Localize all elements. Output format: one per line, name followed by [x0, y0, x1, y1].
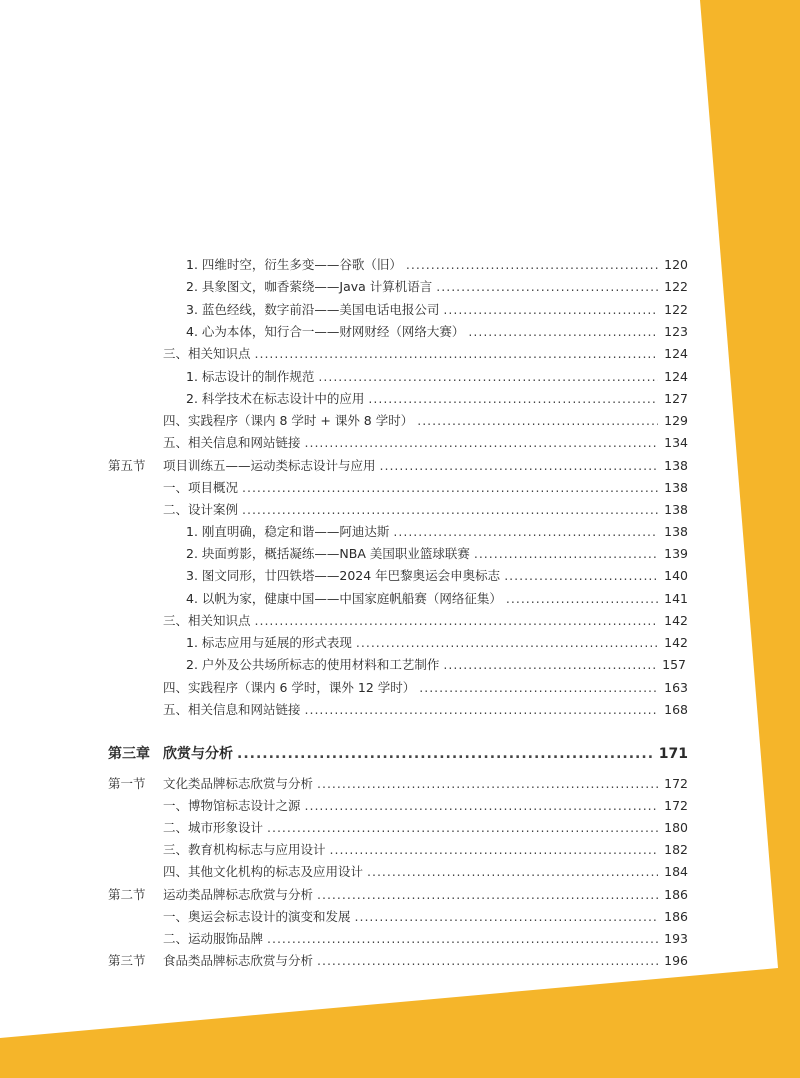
toc-dot-leader	[474, 543, 658, 565]
toc-title: 3. 图文同形，廿四铁塔——2024 年巴黎奥运会申奥标志	[186, 568, 501, 583]
toc-title: 项目训练五——运动类标志设计与应用	[163, 458, 376, 473]
toc-title: 3. 蓝色经线，数字前沿——美国电话电报公司	[186, 302, 440, 317]
toc-entry	[163, 455, 688, 477]
toc-page-number: 172	[664, 776, 688, 791]
toc-page-number: 182	[664, 842, 688, 857]
toc-title: 2. 科学技术在标志设计中的应用	[186, 391, 365, 406]
toc-dot-leader	[305, 699, 658, 721]
toc-row	[0, 276, 688, 298]
toc-entry	[163, 773, 688, 795]
toc-dot-leader	[355, 906, 658, 928]
toc-page-number: 193	[664, 931, 688, 946]
toc-title: 运动类品牌标志欣赏与分析	[163, 887, 314, 902]
toc-section-number: 第二节	[108, 887, 146, 902]
toc-page-number: 157	[662, 657, 686, 672]
toc-page-number: 141	[664, 591, 688, 606]
toc-dot-leader	[242, 499, 658, 521]
toc-title: 4. 心为本体，知行合一——财网财经（网络大赛）	[186, 324, 465, 339]
toc-dot-leader	[406, 254, 658, 276]
toc-dot-leader	[267, 817, 658, 839]
toc-entry	[163, 699, 688, 721]
toc-dot-leader	[504, 565, 658, 587]
toc-entry	[163, 950, 688, 972]
toc-title: 文化类品牌标志欣赏与分析	[163, 776, 314, 791]
toc-title: 欣赏与分析	[163, 746, 233, 762]
toc-dot-leader	[393, 521, 658, 543]
toc-entry	[163, 432, 688, 454]
toc-page-number: 139	[664, 546, 688, 561]
toc-title: 五、相关信息和网站链接	[163, 702, 301, 717]
toc-page-number: 186	[664, 887, 688, 902]
toc-row	[0, 950, 688, 972]
toc-section-number: 第五节	[108, 458, 146, 473]
toc-row	[0, 632, 688, 654]
toc-title: 二、城市形象设计	[163, 820, 264, 835]
toc-row	[0, 432, 688, 454]
toc-page-number: 163	[664, 680, 688, 695]
toc-dot-leader	[317, 773, 658, 795]
toc-title: 四、实践程序（课内 6 学时，课外 12 学时）	[163, 680, 416, 695]
toc-title: 三、教育机构标志与应用设计	[163, 842, 326, 857]
toc-entry	[186, 521, 688, 543]
toc-page-number: 186	[664, 909, 688, 924]
toc-row	[0, 817, 688, 839]
toc-entry	[186, 254, 688, 276]
toc-title: 一、项目概况	[163, 480, 239, 495]
toc-dot-leader	[317, 884, 658, 906]
toc-page-number: 129	[664, 413, 688, 428]
toc-dot-leader	[443, 299, 658, 321]
toc-page-number: 184	[664, 864, 688, 879]
toc-row	[0, 861, 688, 883]
toc-entry	[163, 861, 688, 883]
toc-entry	[186, 299, 688, 321]
toc-row	[0, 588, 688, 610]
toc-entry	[163, 410, 688, 432]
toc-entry	[186, 321, 688, 343]
toc-row	[0, 699, 688, 721]
toc-row	[0, 884, 688, 906]
toc-title: 2. 块面剪影，概括凝练——NBA 美国职业篮球联赛	[186, 546, 470, 561]
toc-page-number: 180	[664, 820, 688, 835]
toc-dot-leader	[468, 321, 658, 343]
toc-row	[0, 543, 688, 565]
toc-page-number: 196	[664, 953, 688, 968]
toc-section-number: 第三节	[108, 953, 146, 968]
toc-page-number: 171	[658, 746, 688, 762]
toc-entry	[186, 632, 688, 654]
toc-entry	[163, 677, 688, 699]
toc-row	[0, 321, 688, 343]
toc-entry	[186, 654, 686, 676]
toc-title: 二、设计案例	[163, 502, 239, 517]
toc-dot-leader	[417, 410, 658, 432]
toc-page-number: 124	[664, 369, 688, 384]
toc-title: 四、其他文化机构的标志及应用设计	[163, 864, 364, 879]
toc-dot-leader	[267, 928, 658, 950]
toc-entry	[186, 565, 688, 587]
toc-section-number: 第一节	[108, 776, 146, 791]
toc-page-number: 138	[664, 480, 688, 495]
toc-dot-leader	[242, 477, 658, 499]
toc-dot-leader	[255, 610, 658, 632]
toc-page-number: 122	[664, 302, 688, 317]
toc-row	[0, 410, 688, 432]
toc-entry	[163, 839, 688, 861]
toc-dot-leader	[356, 632, 658, 654]
toc-entry	[186, 388, 688, 410]
toc-dot-leader	[255, 343, 658, 365]
toc-page-number: 172	[664, 798, 688, 813]
toc-entry	[163, 343, 688, 365]
toc-row	[0, 299, 688, 321]
toc-row	[0, 610, 688, 632]
toc-title: 二、运动服饰品牌	[163, 931, 264, 946]
toc-entry	[163, 610, 688, 632]
toc-dot-leader	[305, 795, 658, 817]
toc-entry	[163, 817, 688, 839]
toc-page-number: 142	[664, 613, 688, 628]
toc-entry	[163, 906, 688, 928]
toc-title: 1. 标志应用与延展的形式表现	[186, 635, 352, 650]
toc-row	[0, 388, 688, 410]
toc-dot-leader	[368, 388, 658, 410]
toc-entry	[163, 499, 688, 521]
toc-entry	[186, 588, 688, 610]
toc-dot-leader	[380, 455, 658, 477]
toc-entry	[186, 276, 688, 298]
toc-title: 一、奥运会标志设计的演变和发展	[163, 909, 351, 924]
toc-dot-leader	[506, 588, 658, 610]
toc-title: 五、相关信息和网站链接	[163, 435, 301, 450]
toc-row	[0, 773, 688, 795]
toc-entry	[163, 477, 688, 499]
toc-row	[0, 499, 688, 521]
toc-dot-leader	[367, 861, 658, 883]
toc-title: 2. 户外及公共场所标志的使用材料和工艺制作	[186, 657, 440, 672]
toc-entry	[186, 543, 688, 565]
toc-row	[0, 839, 688, 861]
toc-dot-leader	[436, 276, 658, 298]
toc-chapter-row	[0, 742, 688, 764]
toc-row	[0, 455, 688, 477]
toc-row	[0, 928, 688, 950]
toc-title: 食品类品牌标志欣赏与分析	[163, 953, 314, 968]
toc-title: 一、博物馆标志设计之源	[163, 798, 301, 813]
toc-row	[0, 795, 688, 817]
toc-page-number: 140	[664, 568, 688, 583]
toc-row	[0, 565, 688, 587]
toc-entry	[186, 366, 688, 388]
toc-section-number: 第三章	[108, 746, 150, 762]
toc-dot-leader	[318, 366, 658, 388]
toc-dot-leader	[419, 677, 658, 699]
toc-page-number: 120	[664, 257, 688, 272]
toc-dot-leader	[443, 654, 656, 676]
toc-title: 三、相关知识点	[163, 613, 251, 628]
toc-entry	[163, 742, 688, 766]
toc-page-number: 138	[664, 524, 688, 539]
toc-dot-leader	[317, 950, 658, 972]
toc-title: 四、实践程序（课内 8 学时 + 课外 8 学时）	[163, 413, 414, 428]
toc-page-number: 138	[664, 502, 688, 517]
toc-page-number: 127	[664, 391, 688, 406]
toc-page-number: 142	[664, 635, 688, 650]
toc-title: 1. 四维时空，衍生多变——谷歌（旧）	[186, 257, 402, 272]
toc-row	[0, 677, 688, 699]
toc-dot-leader	[305, 432, 658, 454]
toc-page-number: 122	[664, 279, 688, 294]
toc-row	[0, 654, 686, 676]
toc-row	[0, 366, 688, 388]
toc-row	[0, 254, 688, 276]
toc-page-number: 123	[664, 324, 688, 339]
toc-row	[0, 343, 688, 365]
toc-entry	[163, 795, 688, 817]
toc-title: 三、相关知识点	[163, 346, 251, 361]
toc-title: 2. 具象图文，咖香萦绕——Java 计算机语言	[186, 279, 433, 294]
toc-entry	[163, 928, 688, 950]
toc-entry	[163, 884, 688, 906]
toc-row	[0, 477, 688, 499]
toc-row	[0, 906, 688, 928]
toc-row	[0, 521, 688, 543]
toc-page-number: 168	[664, 702, 688, 717]
toc-title: 4. 以帆为家，健康中国——中国家庭帆船赛（网络征集）	[186, 591, 502, 606]
toc-dot-leader	[237, 742, 655, 766]
toc-page-number: 138	[664, 458, 688, 473]
toc-title: 1. 标志设计的制作规范	[186, 369, 315, 384]
toc-page-number: 134	[664, 435, 688, 450]
toc-page-number: 124	[664, 346, 688, 361]
toc-title: 1. 刚直明确，稳定和谐——阿迪达斯	[186, 524, 390, 539]
toc-dot-leader	[330, 839, 658, 861]
